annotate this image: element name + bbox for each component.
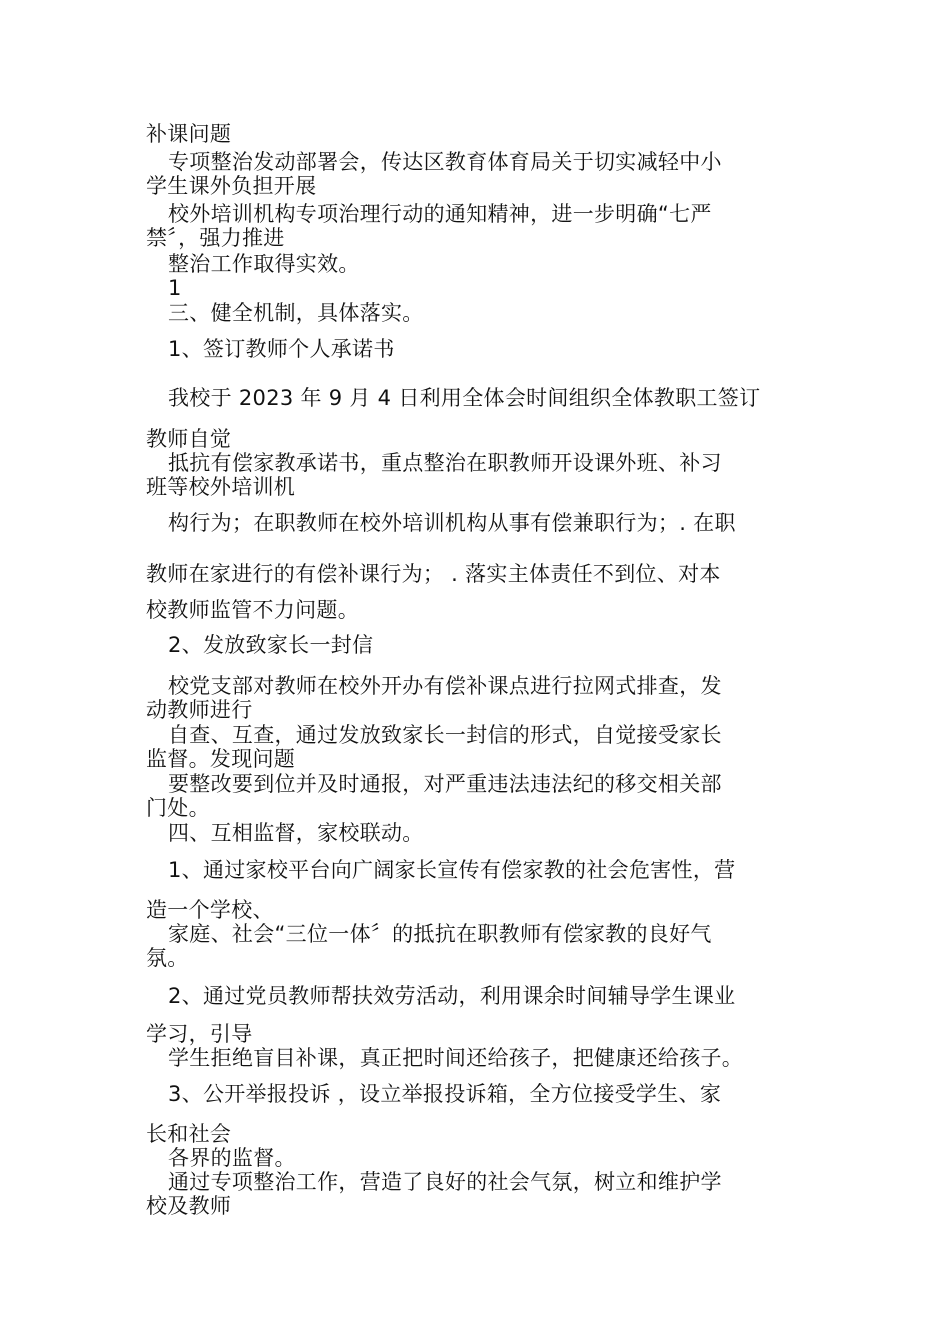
text-line: 构行为；在职教师在校外培训机构从事有偿兼职行为；. 在职: [168, 511, 736, 535]
text-line: 班等校外培训机: [146, 475, 296, 499]
text-line: 各界的监督。: [168, 1146, 296, 1170]
text-line: 我校于 2023 年 9 月 4 日利用全体会时间组织全体教职工签订: [168, 386, 761, 410]
text-line: 造一个学校、: [146, 898, 274, 922]
text-line: 要整改要到位并及时通报，对严重违法违法纪的移交相关部: [168, 772, 722, 796]
text-line: 校及教师: [146, 1194, 232, 1218]
text-line: 学生拒绝盲目补课，真正把时间还给孩子，把健康还给孩子。: [168, 1046, 744, 1070]
text-line: 自查、互查，通过发放致家长一封信的形式，自觉接受家长: [168, 723, 722, 747]
text-line: 监督。发现问题: [146, 747, 296, 771]
text-line: 专项整治发动部署会，传达区教育体育局关于切实减轻中小: [168, 150, 722, 174]
text-line: 整治工作取得实效。: [168, 252, 360, 276]
subsection-heading: 1、签订教师个人承诺书: [168, 337, 395, 361]
text-line: 长和社会: [146, 1122, 232, 1146]
subsection-heading: 2、发放致家长一封信: [168, 633, 374, 657]
section-heading: 四、互相监督，家校联动。: [168, 821, 424, 845]
text-line: 1、通过家校平台向广阔家长宣传有偿家教的社会危害性，营: [168, 858, 736, 882]
text-line: 教师在家进行的有偿补课行为； . 落实主体责任不到位、对本: [146, 562, 721, 586]
text-line: 校教师监管不力问题。: [146, 598, 359, 622]
text-line: 学习，引导: [146, 1022, 253, 1046]
text-line: 抵抗有偿家教承诺书，重点整治在职教师开设课外班、补习: [168, 451, 722, 475]
text-line: 动教师进行: [146, 698, 253, 722]
text-line: 家庭、社会“三位一体〞的抵抗在职教师有偿家教的良好气: [168, 922, 712, 946]
text-line: 校外培训机构专项治理行动的通知精神，进一步明确“七严: [168, 202, 712, 226]
text-line: 禁〞，强力推进: [146, 226, 285, 250]
text-line: 1: [168, 276, 182, 300]
text-line: 3、公开举报投诉 ，设立举报投诉箱，全方位接受学生、家: [168, 1082, 722, 1106]
text-line: 补课问题: [146, 122, 232, 146]
text-line: 门处。: [146, 796, 210, 820]
text-line: 教师自觉: [146, 427, 232, 451]
text-line: 校党支部对教师在校外开办有偿补课点进行拉网式排查，发: [168, 674, 722, 698]
text-line: 2、通过党员教师帮扶效劳活动，利用课余时间辅导学生课业: [168, 984, 736, 1008]
text-line: 学生课外负担开展: [146, 174, 317, 198]
text-line: 氛。: [146, 946, 189, 970]
text-line: 通过专项整治工作，营造了良好的社会气氛，树立和维护学: [168, 1170, 722, 1194]
section-heading: 三、健全机制，具体落实。: [168, 301, 424, 325]
